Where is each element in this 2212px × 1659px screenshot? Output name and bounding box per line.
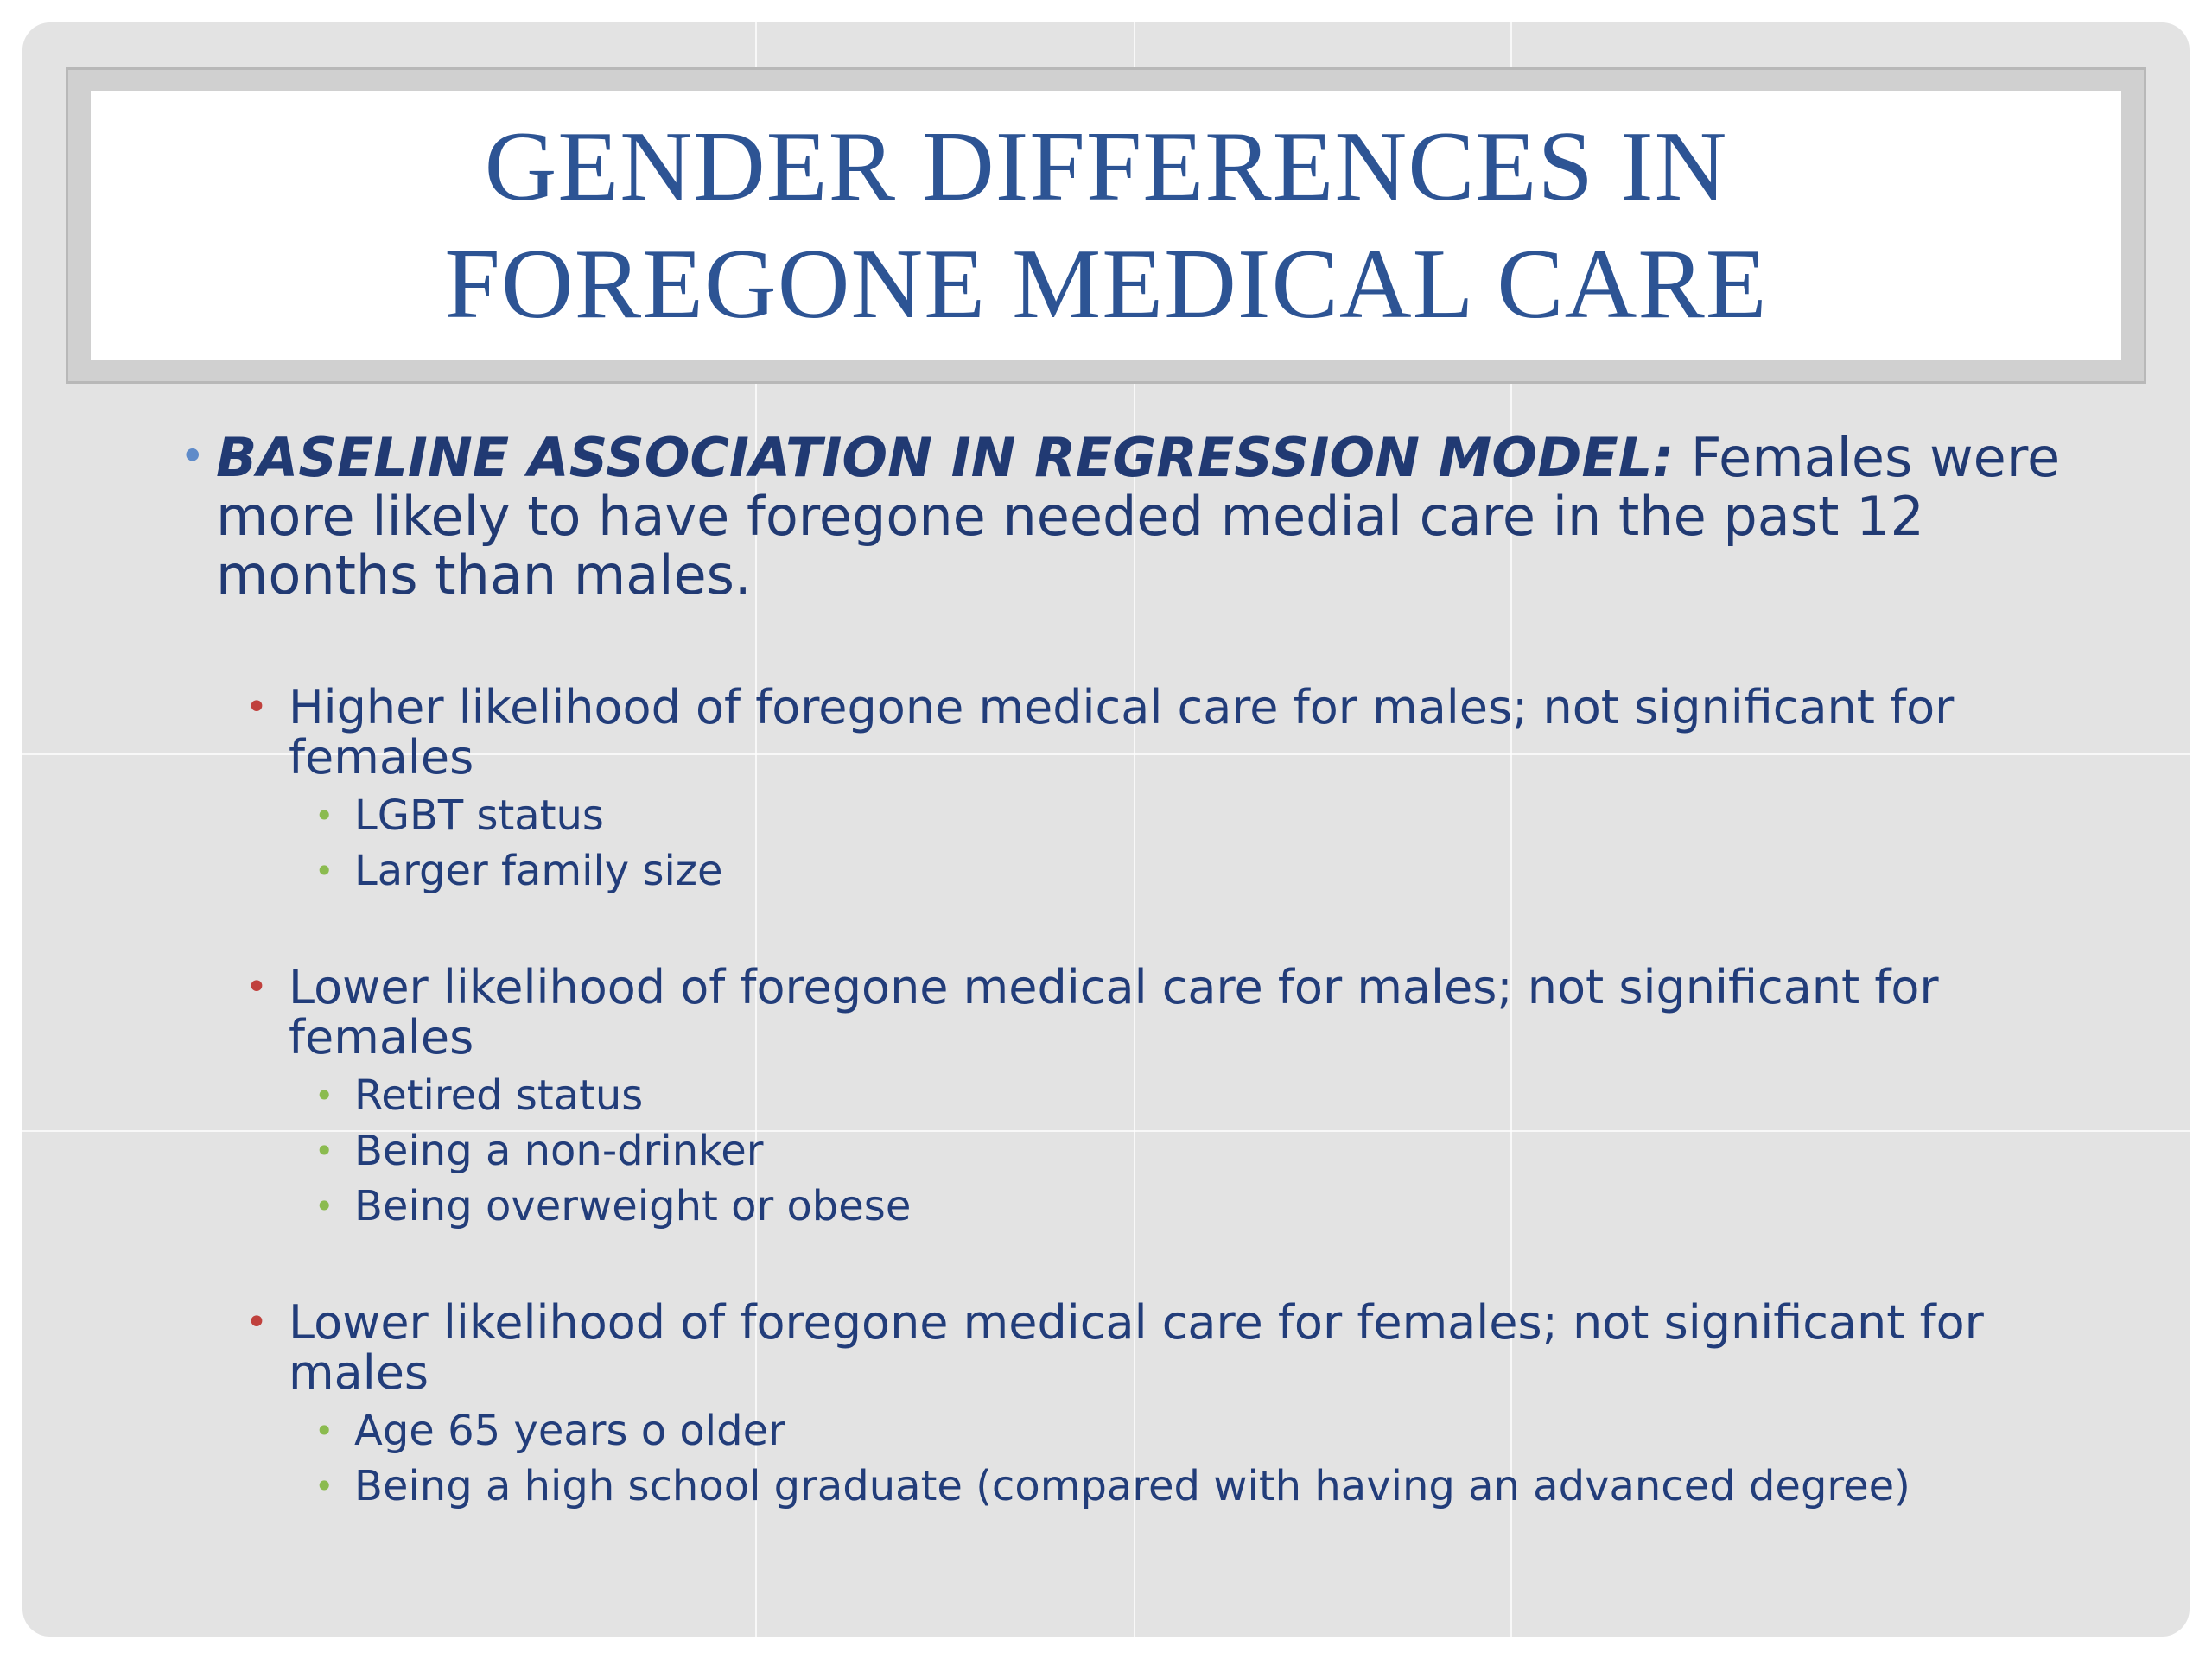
bullet-icon: • (315, 852, 334, 890)
list-item-text: Being overweight or obese (354, 1182, 912, 1230)
list-item-text: LGBT status (354, 791, 604, 840)
list-item (315, 1182, 2169, 1230)
slide-content (22, 22, 2190, 1637)
slide (22, 22, 2190, 1637)
list-item-text: Being a non-drinker (354, 1127, 764, 1175)
bullet-icon: • (180, 431, 206, 481)
list-item (315, 791, 2169, 840)
bullet-icon: • (245, 685, 268, 729)
list-item-text: Retired status (354, 1071, 644, 1120)
main-bullet-text: Females were more likely to have foregone needed medial care in the past 12 months than males. (216, 426, 2061, 607)
bullet-icon: • (245, 1300, 268, 1344)
main-bullet-lead: BASELINE ASSOCIATION IN REGRESSION MODEL: (216, 426, 1675, 489)
group-heading-text: Lower likelihood of foregone medical care for males; not significant for females (289, 960, 1939, 1065)
group-heading-text: Higher likelihood of foregone medical care for males; not significant for females (289, 680, 1955, 785)
list-item-text: Being a high school graduate (compared with having an advanced degree) (354, 1462, 1910, 1510)
list-item-text: Larger family size (354, 847, 723, 895)
list-item (315, 1462, 2169, 1510)
list-item (315, 1071, 2169, 1120)
bullet-icon: • (245, 965, 268, 1009)
bullet-icon: • (315, 1467, 334, 1505)
list-item (315, 1407, 2169, 1455)
list-item (315, 1127, 2169, 1175)
group-heading-text: Lower likelihood of foregone medical care for females; not significant for males (289, 1295, 1984, 1400)
group-heading-1 (245, 680, 2138, 785)
bullet-icon: • (315, 1187, 334, 1225)
title-line-2: FOREGONE MEDICAL CARE (444, 229, 1768, 340)
title-line-1: GENDER DIFFERENCES IN (484, 111, 1728, 222)
bullet-icon: • (315, 1132, 334, 1170)
bullet-icon: • (315, 1077, 334, 1115)
group-heading-2 (245, 960, 2138, 1065)
list-item (315, 847, 2169, 895)
list-item-text: Age 65 years o older (354, 1407, 785, 1455)
bullet-icon: • (315, 797, 334, 835)
bullet-icon: • (315, 1412, 334, 1450)
main-bullet (180, 426, 2100, 607)
group-heading-3 (245, 1295, 2138, 1400)
